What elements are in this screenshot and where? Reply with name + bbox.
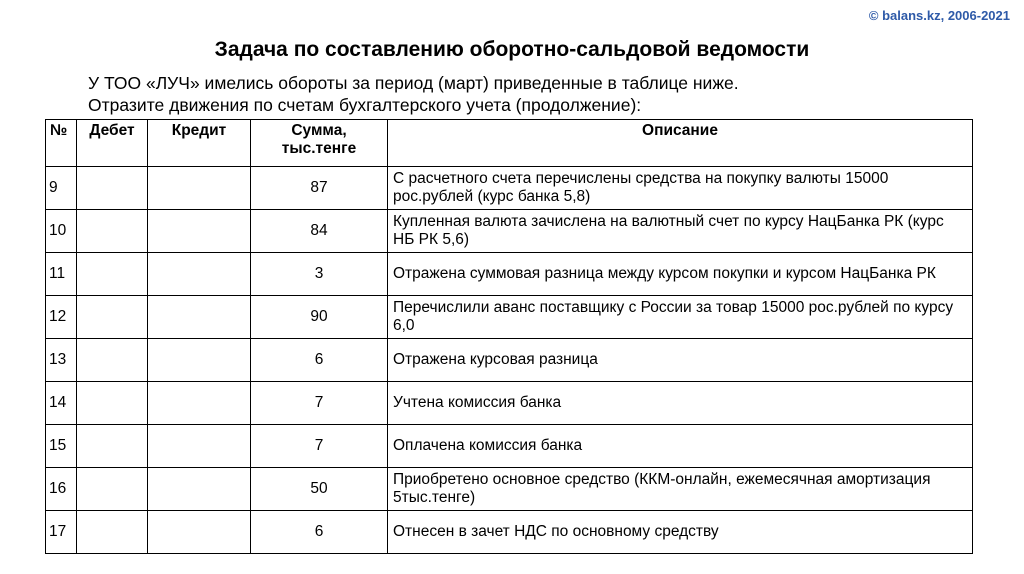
- sum-cell: 84: [251, 210, 388, 253]
- row-number-cell: 14: [46, 382, 77, 425]
- table-row: [46, 382, 973, 425]
- table-row: [46, 425, 973, 468]
- credit-cell: [148, 382, 251, 425]
- row-number-cell: 16: [46, 468, 77, 511]
- table-row: [46, 296, 973, 339]
- credit-cell: [148, 210, 251, 253]
- description-cell: Отражена суммовая разница между курсом покупки и курсом НацБанка РК: [388, 253, 973, 296]
- row-number-cell: 17: [46, 511, 77, 554]
- sum-cell: 87: [251, 167, 388, 210]
- row-number-cell: 11: [46, 253, 77, 296]
- debit-cell: [77, 425, 148, 468]
- description-cell: Купленная валюта зачислена на валютный счет по курсу НацБанка РК (курс НБ РК 5,6): [388, 210, 973, 253]
- description-cell: С расчетного счета перечислены средства на покупку валюты 15000 рос.рублей (курс банка 5,8): [388, 167, 973, 210]
- credit-cell: [148, 253, 251, 296]
- sum-cell: 50: [251, 468, 388, 511]
- credit-cell: [148, 425, 251, 468]
- header-num: №: [46, 120, 77, 167]
- sum-cell: 7: [251, 382, 388, 425]
- intro-text: [88, 72, 739, 116]
- row-number-cell: 10: [46, 210, 77, 253]
- row-number-cell: 9: [46, 167, 77, 210]
- row-number-cell: 15: [46, 425, 77, 468]
- page-title: Задача по составлению оборотно-сальдовой ведомости: [214, 38, 810, 61]
- description-cell: Приобретено основное средство (ККМ-онлайн, ежемесячная амортизация 5тыс.тенге): [388, 468, 973, 511]
- table-row: [46, 468, 973, 511]
- credit-cell: [148, 511, 251, 554]
- header-description: Описание: [388, 120, 973, 167]
- table-row: [46, 253, 973, 296]
- description-cell: Учтена комиссия банка: [388, 382, 973, 425]
- debit-cell: [77, 511, 148, 554]
- debit-cell: [77, 468, 148, 511]
- intro-line: У ТОО «ЛУЧ» имелись обороты за период (март) приведенные в таблице ниже.: [88, 73, 739, 93]
- sum-cell: 6: [251, 339, 388, 382]
- header-credit: Кредит: [148, 120, 251, 167]
- copyright-text: © balans.kz, 2006-2021: [868, 8, 1010, 23]
- row-number-cell: 13: [46, 339, 77, 382]
- table-row: [46, 339, 973, 382]
- credit-cell: [148, 296, 251, 339]
- table-row: [46, 167, 973, 210]
- debit-cell: [77, 296, 148, 339]
- sum-cell: 7: [251, 425, 388, 468]
- description-cell: Перечислили аванс поставщику с России за товар 15000 рос.рублей по курсу 6,0: [388, 296, 973, 339]
- table-row: [46, 511, 973, 554]
- debit-cell: [77, 253, 148, 296]
- credit-cell: [148, 468, 251, 511]
- table-row: [46, 210, 973, 253]
- debit-cell: [77, 382, 148, 425]
- debit-cell: [77, 339, 148, 382]
- description-cell: Отражена курсовая разница: [388, 339, 973, 382]
- row-number-cell: 12: [46, 296, 77, 339]
- description-cell: Отнесен в зачет НДС по основному средству: [388, 511, 973, 554]
- debit-cell: [77, 167, 148, 210]
- header-debit: Дебет: [77, 120, 148, 167]
- credit-cell: [148, 339, 251, 382]
- table-header-row: [46, 120, 973, 167]
- sum-cell: 6: [251, 511, 388, 554]
- sum-cell: 90: [251, 296, 388, 339]
- header-sum: Сумма, тыс.тенге: [251, 120, 388, 167]
- description-cell: Оплачена комиссия банка: [388, 425, 973, 468]
- transactions-table: [45, 119, 973, 554]
- credit-cell: [148, 167, 251, 210]
- intro-line: Отразите движения по счетам бухгалтерского учета (продолжение):: [88, 95, 642, 115]
- debit-cell: [77, 210, 148, 253]
- sum-cell: 3: [251, 253, 388, 296]
